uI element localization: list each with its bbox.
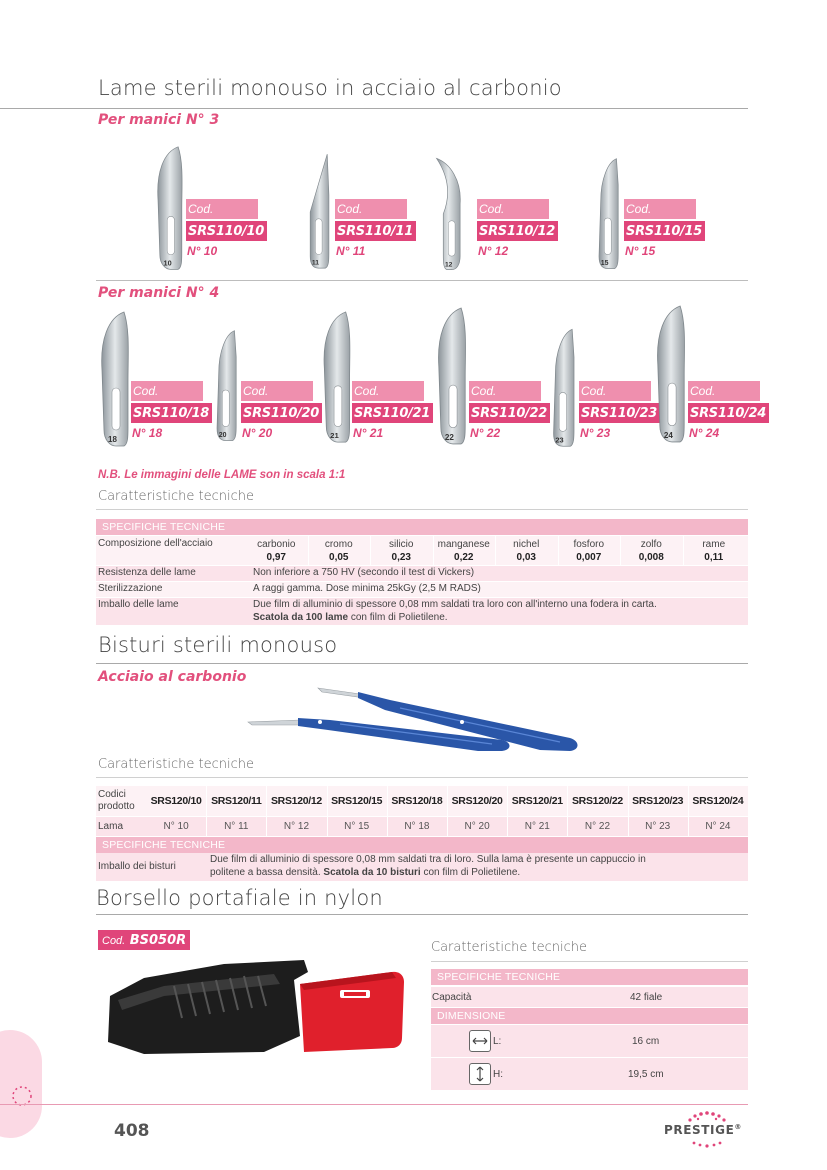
blade-number: N° 18 bbox=[132, 426, 163, 440]
svg-text:23: 23 bbox=[555, 435, 564, 445]
codes-label: Codici prodotto bbox=[98, 789, 135, 812]
blade-number-cell: N° 12 bbox=[283, 821, 310, 832]
column-separator bbox=[447, 817, 448, 836]
divider bbox=[96, 914, 748, 915]
element-cell bbox=[495, 536, 558, 565]
blade-illustration bbox=[150, 145, 188, 273]
product-code: SRS110/20 bbox=[241, 403, 322, 423]
length-value: 16 cm bbox=[632, 1036, 660, 1047]
sterilization-label: Sterilizzazione bbox=[98, 583, 163, 594]
element-cell bbox=[245, 536, 308, 565]
blade-number: N° 12 bbox=[478, 244, 509, 258]
column-separator bbox=[507, 817, 508, 836]
element-cell bbox=[558, 536, 621, 565]
blade-illustration bbox=[205, 322, 243, 444]
divider bbox=[96, 280, 748, 281]
divider bbox=[431, 961, 748, 962]
blade-number: N° 10 bbox=[187, 244, 218, 258]
column-separator bbox=[433, 536, 434, 565]
column-separator bbox=[327, 817, 328, 836]
blade-number-cell: N° 10 bbox=[163, 821, 189, 832]
element-cell bbox=[620, 536, 683, 565]
product-code: SRS110/21 bbox=[352, 403, 433, 423]
scalpel-packaging-value-2 bbox=[210, 867, 520, 878]
svg-text:12: 12 bbox=[444, 261, 453, 269]
element-cell bbox=[433, 536, 496, 565]
resistance-label: Resistenza delle lame bbox=[98, 567, 196, 578]
packaging-bold: Scatola da 100 lame bbox=[253, 612, 349, 623]
cod-label: Cod. bbox=[188, 202, 214, 216]
product-code-cell: SRS120/11 bbox=[211, 795, 262, 807]
scale-note: N.B. Le immagini delle LAME son in scala 1:1 bbox=[98, 469, 346, 481]
blade-number-cell: N° 18 bbox=[404, 821, 430, 832]
column-separator bbox=[266, 786, 267, 816]
element-cell bbox=[308, 536, 371, 565]
blade-illustration bbox=[648, 304, 692, 446]
product-code-cell: SRS120/15 bbox=[331, 795, 383, 807]
divider bbox=[0, 108, 748, 109]
cod-label: Cod. bbox=[626, 202, 652, 216]
blade-number-cell: N° 21 bbox=[524, 821, 550, 832]
product-code-cell: SRS120/21 bbox=[511, 795, 563, 807]
column-separator bbox=[620, 536, 621, 565]
blade-number-cell: N° 22 bbox=[584, 821, 611, 832]
product-code: SRS110/12 bbox=[477, 221, 558, 241]
spec-header-scalpels: SPECIFICHE TECNICHE bbox=[96, 837, 748, 853]
height-label: H: bbox=[493, 1069, 503, 1080]
column-separator bbox=[266, 817, 267, 836]
blade-illustration bbox=[430, 306, 472, 448]
length-label: L: bbox=[493, 1036, 502, 1047]
cod-label: Cod. bbox=[337, 202, 363, 216]
column-separator bbox=[683, 536, 684, 565]
pouch-image bbox=[104, 956, 410, 1056]
blade-number: N° 15 bbox=[625, 244, 656, 258]
blade-number-cell: N° 23 bbox=[645, 821, 671, 832]
blade-illustration bbox=[316, 310, 356, 446]
scalpel-packaging-bold: Scatola da 10 bisturi bbox=[323, 867, 421, 878]
product-code: SRS110/22 bbox=[469, 403, 550, 423]
cod-label: Cod. bbox=[354, 384, 380, 398]
subtitle-carbon-steel: Acciaio al carbonio bbox=[98, 669, 247, 685]
column-separator bbox=[507, 786, 508, 816]
height-value: 19,5 cm bbox=[628, 1069, 664, 1080]
spec-header: SPECIFICHE TECNICHE bbox=[96, 519, 748, 535]
scalpels-image bbox=[240, 680, 590, 760]
capacity-row bbox=[431, 987, 748, 1007]
svg-text:20: 20 bbox=[218, 432, 227, 440]
product-code-cell: SRS120/20 bbox=[451, 795, 503, 807]
element-value: 0,03 bbox=[516, 552, 536, 563]
tech-title-pouch: Caratteristiche tecniche bbox=[431, 940, 587, 955]
product-code-cell: SRS120/18 bbox=[391, 795, 443, 807]
element-name: manganese bbox=[437, 539, 490, 550]
blade-number: N° 21 bbox=[353, 426, 384, 440]
element-cell bbox=[683, 536, 746, 565]
brand-mark: ® bbox=[734, 1123, 742, 1131]
column-separator bbox=[206, 817, 207, 836]
column-separator bbox=[567, 786, 568, 816]
scalpel-packaging-a: politene a bassa densità. bbox=[210, 867, 324, 878]
element-name: carbonio bbox=[257, 539, 296, 550]
product-code-cell: SRS120/22 bbox=[571, 795, 623, 807]
column-separator bbox=[370, 536, 371, 565]
tech-title-blades: Caratteristiche tecniche bbox=[98, 489, 254, 504]
capacity-value: 42 fiale bbox=[630, 992, 663, 1003]
packaging-label: Imballo delle lame bbox=[98, 599, 179, 610]
element-name: nichel bbox=[513, 539, 540, 550]
blade-label: Lama bbox=[98, 821, 124, 832]
column-separator bbox=[495, 536, 496, 565]
dim-header: DIMENSIONE bbox=[431, 1008, 748, 1024]
svg-text:18: 18 bbox=[108, 435, 117, 444]
product-code-cell: SRS120/23 bbox=[632, 795, 684, 807]
blade-illustration bbox=[94, 310, 134, 450]
element-value: 0,23 bbox=[391, 552, 411, 563]
spec-header-pouch: SPECIFICHE TECNICHE bbox=[431, 969, 748, 985]
product-code: SRS110/18 bbox=[131, 403, 212, 423]
capacity-label: Capacità bbox=[432, 992, 472, 1003]
element-value: 0,11 bbox=[704, 552, 724, 563]
cod-label: Cod. bbox=[471, 384, 497, 398]
product-code-cell: SRS120/10 bbox=[150, 795, 202, 807]
pouch-code: BS050R bbox=[129, 933, 187, 948]
product-code: SRS110/11 bbox=[335, 221, 416, 241]
blade-illustration bbox=[588, 150, 624, 272]
composition-label: Composizione dell'acciaio bbox=[98, 538, 213, 549]
element-value: 0,97 bbox=[266, 552, 286, 563]
page-number: 408 bbox=[114, 1121, 150, 1141]
cod-label: Cod. bbox=[133, 384, 159, 398]
scalpel-packaging-label: Imballo dei bisturi bbox=[98, 861, 176, 872]
blade-number-cell: N° 15 bbox=[344, 821, 370, 832]
element-cell bbox=[370, 536, 433, 565]
product-code: SRS110/24 bbox=[688, 403, 769, 423]
column-separator bbox=[206, 786, 207, 816]
product-code: SRS110/10 bbox=[186, 221, 267, 241]
svg-text:24: 24 bbox=[663, 430, 673, 440]
scalpel-packaging-b: con film di Polietilene. bbox=[420, 867, 521, 878]
divider bbox=[96, 777, 748, 778]
column-separator bbox=[327, 786, 328, 816]
prestige-logo bbox=[664, 1110, 754, 1150]
column-separator bbox=[628, 817, 629, 836]
cod-label: Cod. bbox=[479, 202, 505, 216]
blade-illustration bbox=[430, 155, 470, 273]
element-value: 0,22 bbox=[454, 552, 474, 563]
product-code: SRS110/23 bbox=[579, 403, 660, 423]
blade-number-cell: N° 11 bbox=[224, 821, 249, 832]
element-value: 0,007 bbox=[576, 552, 602, 563]
blade-number: N° 20 bbox=[242, 426, 273, 440]
section-title-pouch: Borsello portafiale in nylon bbox=[96, 886, 383, 910]
cod-label: Cod. bbox=[243, 384, 269, 398]
divider bbox=[96, 663, 748, 664]
footer-rule bbox=[0, 1104, 748, 1105]
group-title-handle-4: Per manici N° 4 bbox=[98, 285, 220, 301]
height-arrows-icon bbox=[469, 1063, 491, 1085]
column-separator bbox=[628, 786, 629, 816]
width-arrows-icon bbox=[469, 1030, 491, 1052]
blade-illustration bbox=[542, 320, 580, 450]
pouch-cod-label: Cod. bbox=[102, 935, 126, 947]
product-code: SRS110/15 bbox=[624, 221, 705, 241]
svg-text:10: 10 bbox=[163, 258, 172, 268]
section-title-scalpels: Bisturi sterili monouso bbox=[98, 633, 338, 657]
blade-number: N° 22 bbox=[470, 426, 501, 440]
tech-title-scalpels: Caratteristiche tecniche bbox=[98, 757, 254, 772]
section-title-blades: Lame sterili monouso in acciaio al carbonio bbox=[98, 76, 562, 100]
column-separator bbox=[447, 786, 448, 816]
group-title-handle-3: Per manici N° 3 bbox=[98, 112, 220, 128]
svg-text:11: 11 bbox=[311, 259, 320, 267]
column-separator bbox=[387, 786, 388, 816]
column-separator bbox=[567, 817, 568, 836]
blade-number-cell: N° 20 bbox=[464, 821, 490, 832]
column-separator bbox=[387, 817, 388, 836]
sterilization-value: A raggi gamma. Dose minima 25kGy (2,5 M RADS) bbox=[253, 583, 481, 594]
divider bbox=[96, 509, 748, 510]
scalpel-packaging-value: Due film di alluminio di spessore 0,08 mm saldati tra di loro. Sulla lama è presente un cappuccio in bbox=[210, 854, 646, 865]
packaging-value: Due film di alluminio di spessore 0,08 mm saldati tra loro con all'interno una fodera in carta. bbox=[253, 599, 657, 610]
cod-label: Cod. bbox=[690, 384, 716, 398]
blade-number: N° 11 bbox=[336, 244, 366, 258]
element-name: fosforo bbox=[573, 539, 605, 550]
element-value: 0,008 bbox=[638, 552, 664, 563]
brand-name: PRESTIGE bbox=[664, 1123, 735, 1137]
svg-text:21: 21 bbox=[330, 431, 339, 441]
product-code-cell: SRS120/12 bbox=[270, 795, 322, 807]
column-separator bbox=[558, 536, 559, 565]
packaging-tail: con film di Polietilene. bbox=[348, 612, 448, 623]
element-value: 0,05 bbox=[329, 552, 349, 563]
pouch-code-badge bbox=[98, 930, 190, 950]
product-code-cell: SRS120/24 bbox=[692, 795, 744, 807]
blade-illustration bbox=[300, 150, 334, 274]
cod-label: Cod. bbox=[581, 384, 607, 398]
blade-number-cell: N° 24 bbox=[705, 821, 731, 832]
column-separator bbox=[688, 786, 689, 816]
side-tab bbox=[0, 1030, 42, 1138]
element-name: silicio bbox=[389, 539, 414, 550]
blade-number: N° 23 bbox=[580, 426, 611, 440]
column-separator bbox=[688, 817, 689, 836]
packaging-value-2 bbox=[253, 612, 448, 623]
svg-text:22: 22 bbox=[444, 432, 454, 442]
column-separator bbox=[308, 536, 309, 565]
element-name: rame bbox=[702, 539, 726, 550]
svg-text:15: 15 bbox=[600, 260, 609, 268]
resistance-value: Non inferiore a 750 HV (secondo il test di Vickers) bbox=[253, 567, 475, 578]
blade-number: N° 24 bbox=[689, 426, 720, 440]
element-name: zolfo bbox=[640, 539, 662, 550]
element-name: cromo bbox=[324, 539, 353, 550]
